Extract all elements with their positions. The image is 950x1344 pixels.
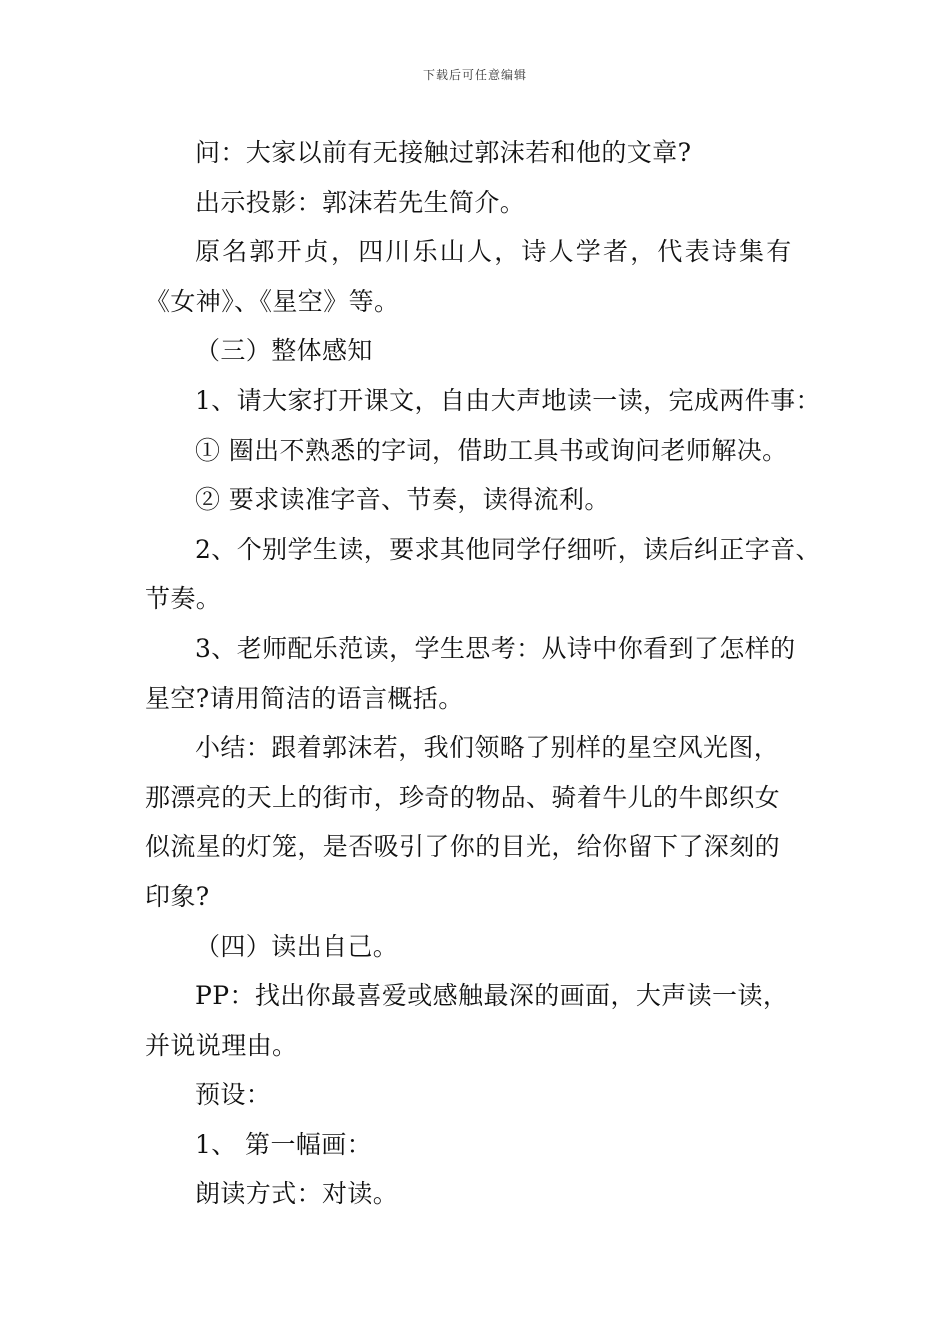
summary-line-4: 印象?	[145, 881, 210, 911]
pp-line-1: PP：找出你最喜爱或感触最深的画面，大声读一读，	[195, 981, 789, 1011]
section-heading-4: （四）读出自己。	[195, 931, 399, 961]
author-intro-line-1: 原名郭开贞，四川乐山人，诗人学者，代表诗集有	[195, 237, 794, 267]
author-intro-line-2: 《女神》、《星空》等。	[145, 286, 400, 316]
preset-label: 预设：	[195, 1080, 272, 1110]
document-body	[145, 128, 825, 1219]
step-2-line-2: 节奏。	[145, 584, 222, 614]
step-3-line-1: 3、老师配乐范读，学生思考：从诗中你看到了怎样的	[195, 633, 796, 663]
step-1-item-1: ① 圈出不熟悉的字词，借助工具书或询问老师解决。	[195, 435, 788, 465]
projection-line: 出示投影：郭沫若先生简介。	[195, 187, 526, 217]
section-heading-3: （三）整体感知	[195, 336, 373, 366]
pp-line-2: 并说说理由。	[145, 1030, 298, 1060]
question-line: 问：大家以前有无接触过郭沫若和他的文章?	[195, 138, 692, 167]
reading-method-line: 朗读方式：对读。	[195, 1179, 399, 1209]
step-1-item-2: ② 要求读准字音、节奏，读得流利。	[195, 485, 610, 515]
first-picture-line: 1、 第一幅画：	[195, 1129, 373, 1159]
step-2-line-1: 2、个别学生读，要求其他同学仔细听，读后纠正字音、	[195, 534, 821, 564]
summary-line-3: 似流星的灯笼，是否吸引了你的目光，给你留下了深刻的	[145, 832, 781, 862]
step-1-line: 1、请大家打开课文，自由大声地读一读，完成两件事：	[195, 385, 821, 415]
step-3-line-2: 星空?请用简洁的语言概括。	[145, 683, 464, 713]
summary-line-1: 小结：跟着郭沫若，我们领略了别样的星空风光图，	[195, 733, 780, 763]
page-header-note: 下载后可任意编辑	[422, 68, 527, 82]
summary-line-2: 那漂亮的天上的街市，珍奇的物品、骑着牛儿的牛郎织女	[145, 782, 781, 812]
